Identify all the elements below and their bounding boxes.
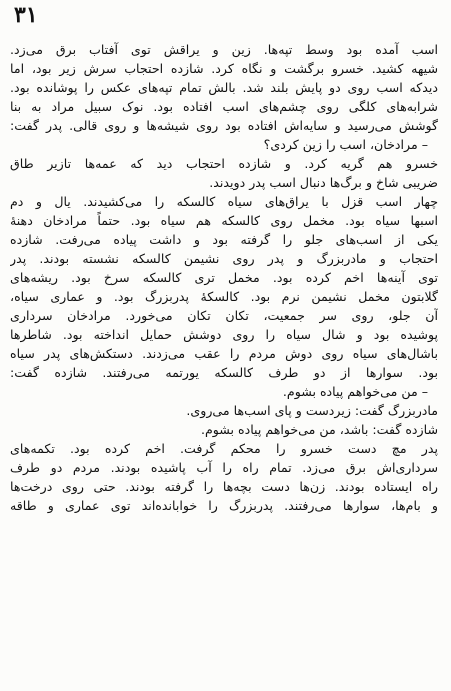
text-line: گلابتون مخمل نشیمن نرم بود. کالسکهٔ پدربزرگ بود. و عماری سیاه، <box>10 289 438 304</box>
text-line: دیدکه اسب روی دو پایش بلند شد. بالش تمام تپه‌های عکس را پوشانده بود. <box>10 80 438 95</box>
text-line: ضریبی شاخ و برگ‌ها دنبال اسب پدر دویدند. <box>209 175 438 190</box>
body-text <box>10 40 438 515</box>
page-number: ۳۱ <box>14 2 38 28</box>
text-line: شیهه کشید. خسرو برگشت و نگاه کرد. شازده احتجاب سرش زیر بود، اما <box>10 61 438 76</box>
text-line: احتجاب و مادربزرگ و پدر روی نشیمن کالسکه نشسته بودند. پدر <box>10 251 438 266</box>
text-line: پدر مچ دست خسرو را محکم گرفت. اخم کرده بود. تکمه‌های <box>10 441 438 456</box>
text-line: گوشش می‌رسید و سایه‌اش افتاده بود روی شیشه‌ها و روی قالی. پدر گفت: <box>10 118 438 133</box>
text-line: یکی از اسب‌های جلو را گرفته بود و داشت پیاده می‌رفت. شازده <box>10 232 438 247</box>
text-line: پوشیده بود و شال سیاه را روی دوشش حمایل انداخته بود. شاطرها <box>10 327 438 342</box>
text-line: آن جلو، روی سر جمعیت، تکان تکان می‌خورد. مرادخان سرداری <box>10 308 438 323</box>
dialogue-line: مادربزرگ گفت: زیردست و پای اسب‌ها می‌روی. <box>186 403 438 418</box>
text-line: باشال‌های سیاه روی دوش مردم را عقب می‌زدند. دستکش‌های پدر سیاه <box>10 346 438 361</box>
dialogue-line: – من می‌خواهم پیاده بشوم. <box>282 384 428 399</box>
text-line: چهار اسب قزل با یراق‌های سیاه کالسکه را می‌کشیدند. یال و دم <box>10 194 438 209</box>
text-line: سرداری‌اش برق می‌زد. تمام راه را آب پاشیده بودند. مردم دو طرف <box>10 460 438 475</box>
text-line: راه ایستاده بودند. زن‌ها دست بچه‌ها را گرفته بودند. حتی روی درخت‌ها <box>10 479 438 494</box>
text-line: اسب آمده بود وسط تپه‌ها. زین و یراقش توی آفتاب برق می‌زد. <box>10 42 438 57</box>
text-line: و بام‌ها، سوارها می‌رفتند. پدربزرگ را خوابانده‌اند توی عماری و طاقه <box>10 498 438 513</box>
text-line: شرابه‌های کلگی روی چشم‌های اسب افتاده بود. نوک سبیل مراد به بنا <box>10 99 438 114</box>
text-line: خسرو هم گریه کرد. و شازده احتجاب دید که عمه‌ها تازیر طاق <box>10 156 438 171</box>
text-line: اسبها سیاه بود. مخمل روی کالسکه هم سیاه بود. حتماً مرادخان دهنهٔ <box>10 213 438 228</box>
text-line: توی آینه‌ها اخم کرده بود. مخمل تری کالسکه سرخ بود. ریشه‌های <box>10 270 438 285</box>
text-line: بود. سوارها از دو طرف کالسکه یورتمه می‌رفتند. شازده گفت: <box>10 365 438 380</box>
dialogue-line: شازده گفت: باشد، من می‌خواهم پیاده بشوم. <box>200 422 438 437</box>
dialogue-line: – مرادخان، اسب را زین کردی؟ <box>263 137 428 152</box>
